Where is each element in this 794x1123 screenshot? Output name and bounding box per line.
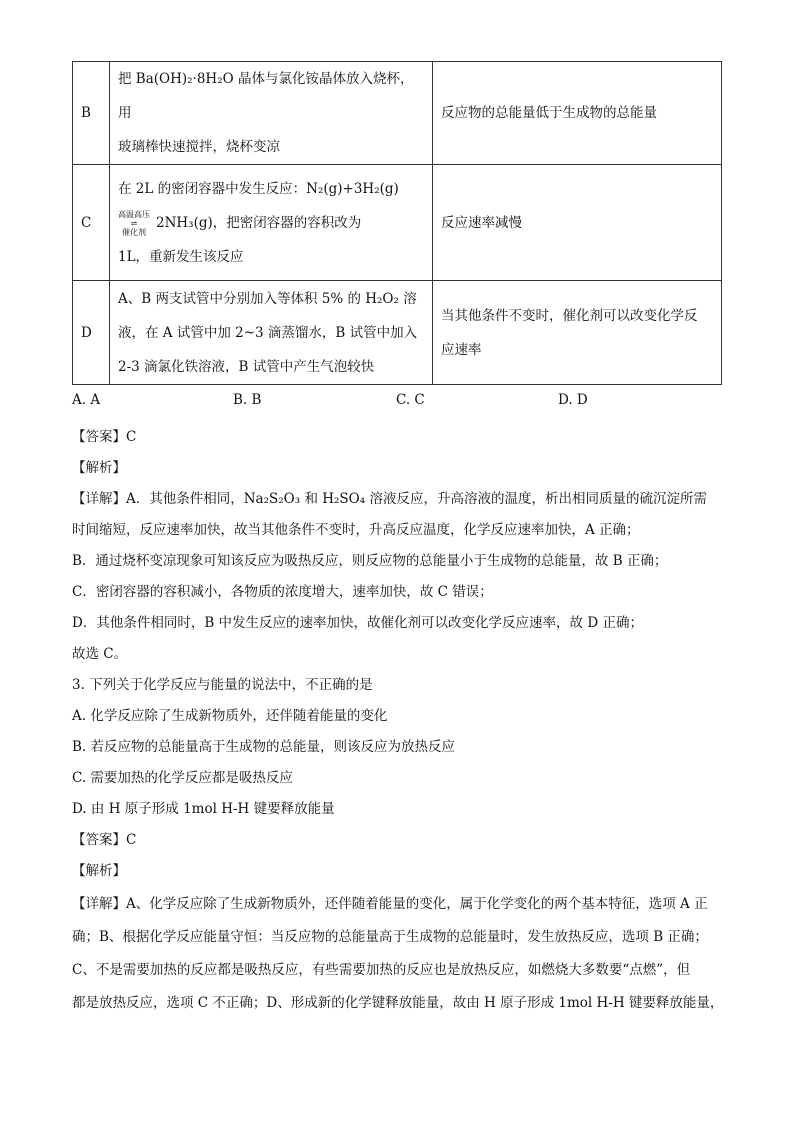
choice-c: C. C (396, 392, 425, 408)
answer-label: 【答案】C (72, 429, 137, 445)
detail-line: 故选 C。 (72, 646, 128, 662)
analysis-label: 【解析】 (72, 863, 126, 879)
detail-line: 时间缩短，反应速率加快，故当其他条件不变时，升高反应温度，化学反应速率加快，A 正确； (72, 522, 640, 538)
detail-line: C、不是需要加热的反应都是吸热反应，有些需要加热的反应也是放热反应，如燃烧大多数要“点燃”，但 (72, 962, 691, 978)
text-line: 玻璃棒快速搅拌，烧杯变凉 (118, 139, 280, 155)
double-arrow-icon: ⇌ (130, 218, 138, 228)
choice-a: A. A (72, 392, 101, 408)
detail-line: 【详解】A．其他条件相同，Na₂S₂O₃ 和 H₂SO₄ 溶液反应，升高溶液的温度，析出相同质量的硫沉淀所需 (72, 491, 707, 507)
text-line: 2NH₃(g)，把密闭容器的容积改为 (156, 214, 362, 231)
text-line: 把 Ba(OH)₂·8H₂O 晶体与氯化铵晶体放入烧杯，用 (118, 71, 414, 121)
detail-line: D．其他条件相同时，B 中发生反应的速率加快，故催化剂可以改变化学反应速率，故 D 正确； (72, 615, 643, 631)
text-line: 2-3 滴氯化铁溶液，B 试管中产生气泡较快 (118, 358, 375, 375)
arrow-condition-bottom: 催化剂 (122, 227, 146, 237)
option-c: C. 需要加热的化学反应都是吸热反应 (72, 770, 293, 786)
analysis-label: 【解析】 (72, 460, 126, 476)
row-key: D (73, 281, 110, 385)
detail-line: 【详解】A、化学反应除了生成新物质外，还伴随着能量的变化，属于化学变化的两个基本特征，选项 A 正 (72, 896, 708, 912)
arrow-condition-top: 高温高压 (118, 209, 150, 219)
row-key: B (73, 62, 110, 165)
text-line: 应速率 (441, 341, 482, 358)
row-conclusion: 反应物的总能量低于生成物的总能量 (433, 62, 722, 165)
option-d: D. 由 H 原子形成 1mol H-H 键要释放能量 (72, 801, 335, 817)
row-experiment (110, 165, 433, 281)
detail-line: 都是放热反应，选项 C 不正确；D、形成新的化学键释放能量，故由 H 原子形成 1mol H-H 键要释放能量， (72, 995, 724, 1011)
detail-line: B．通过烧杯变凉现象可知该反应为吸热反应，则反应物的总能量小于生成物的总能量，故 B 正确； (72, 553, 668, 569)
reversible-arrow (118, 210, 150, 237)
choice-d: D. D (558, 392, 588, 408)
row-conclusion: 反应速率减慢 (433, 165, 722, 281)
text-line: 液，在 A 试管中加 2~3 滴蒸馏水，B 试管中加入 (118, 324, 418, 341)
row-conclusion (433, 281, 722, 385)
answer-label: 【答案】C (72, 832, 137, 848)
option-b: B. 若反应物的总能量高于生成物的总能量，则该反应为放热反应 (72, 739, 456, 755)
options-table (72, 61, 722, 385)
text-line: A、B 两支试管中分别加入等体积 5% 的 H₂O₂ 溶 (118, 290, 417, 307)
table-row (73, 62, 722, 165)
text-line: 当其他条件不变时，催化剂可以改变化学反 (441, 307, 698, 324)
question-stem: 3. 下列关于化学反应与能量的说法中，不正确的是 (72, 677, 373, 693)
table-row (73, 165, 722, 281)
detail-line: 确；B、根据化学反应能量守恒：当反应物的总能量高于生成物的总能量时，发生放热反应，选项 B 正确； (72, 929, 708, 945)
text-line: 在 2L 的密闭容器中发生反应：N₂(g)+3H₂(g) (118, 180, 399, 197)
equation-line (118, 206, 424, 240)
option-a: A. 化学反应除了生成新物质外，还伴随着能量的变化 (72, 708, 388, 724)
row-experiment (110, 281, 433, 385)
choice-b: B. B (233, 392, 262, 408)
text-line: 1L，重新发生该反应 (118, 248, 244, 265)
detail-line: C．密闭容器的容积减小，各物质的浓度增大，速率加快，故 C 错误； (72, 584, 493, 600)
row-experiment (110, 62, 433, 165)
row-key: C (73, 165, 110, 281)
table-row (73, 281, 722, 385)
